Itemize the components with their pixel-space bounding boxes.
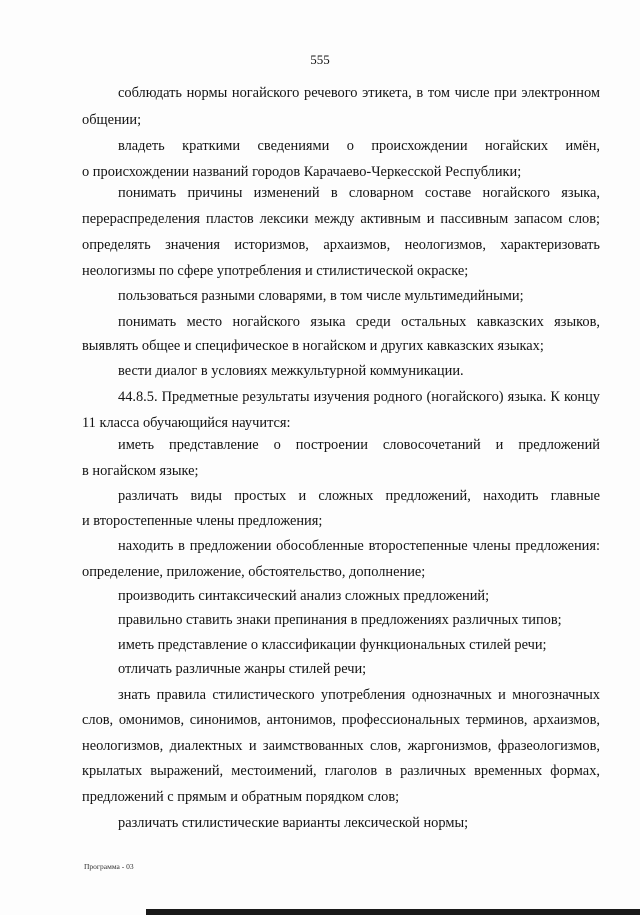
text-line: правильно ставить знаки препинания в предложениях различных типов; xyxy=(118,612,562,628)
text-line: в ногайском языке; xyxy=(82,463,199,479)
text-line: различать стилистические варианты лексической нормы; xyxy=(118,815,469,831)
text-line: понимать причины изменений в словарном составе ногайского языка, xyxy=(118,185,600,201)
text-line: соблюдать нормы ногайского речевого этикета, в том числе при электронном xyxy=(118,85,600,101)
text-line: слов, омонимов, синонимов, антонимов, профессиональных терминов, архаизмов, xyxy=(82,712,600,728)
text-line: перераспределения пластов лексики между активным и пассивным запасом слов; xyxy=(82,211,600,227)
text-line: выявлять общее и специфическое в ногайском и других кавказских языках; xyxy=(82,338,544,354)
text-line: и второстепенные члены предложения; xyxy=(82,513,323,529)
text-line: неологизмов, диалектных и заимствованных слов, жаргонизмов, фразеологизмов, xyxy=(82,738,600,754)
text-line: знать правила стилистического употребления однозначных и многозначных xyxy=(118,687,600,703)
text-line: 44.8.5. Предметные результаты изучения родного (ногайского) языка. К концу xyxy=(118,389,600,405)
text-line: владеть краткими сведениями о происхождении ногайских имён, xyxy=(118,138,600,154)
text-line: вести диалог в условиях межкультурной коммуникации. xyxy=(118,363,464,379)
text-line: различать виды простых и сложных предложений, находить главные xyxy=(118,488,600,504)
text-line: иметь представление о построении словосочетаний и предложений xyxy=(118,437,600,453)
text-line: производить синтаксический анализ сложных предложений; xyxy=(118,588,490,604)
text-line: общении; xyxy=(82,112,142,128)
scan-edge-shadow xyxy=(146,909,640,915)
text-line: пользоваться разными словарями, в том числе мультимедийными; xyxy=(118,288,524,304)
text-line: отличать различные жанры стилей речи; xyxy=(118,661,367,677)
text-line: крылатых выражений, местоимений, глаголов в различных временных формах, xyxy=(82,763,600,779)
text-line: определять значения историзмов, архаизмов, неологизмов, характеризовать xyxy=(82,237,600,253)
text-line: о происхождении названий городов Карачаево-Черкесской Республики; xyxy=(82,164,522,180)
text-line: иметь представление о классификации функциональных стилей речи; xyxy=(118,637,547,653)
text-line: предложений с прямым и обратным порядком слов; xyxy=(82,789,400,805)
text-line: неологизмы по сфере употребления и стилистической окраске; xyxy=(82,263,469,279)
text-line: определение, приложение, обстоятельство, дополнение; xyxy=(82,564,426,580)
footer-note: Программа - 03 xyxy=(84,862,134,871)
text-line: 11 класса обучающийся научится: xyxy=(82,415,291,431)
text-line: понимать место ногайского языка среди остальных кавказских языков, xyxy=(118,314,600,330)
text-line: находить в предложении обособленные второстепенные члены предложения: xyxy=(118,538,600,554)
page-number: 555 xyxy=(310,52,330,67)
